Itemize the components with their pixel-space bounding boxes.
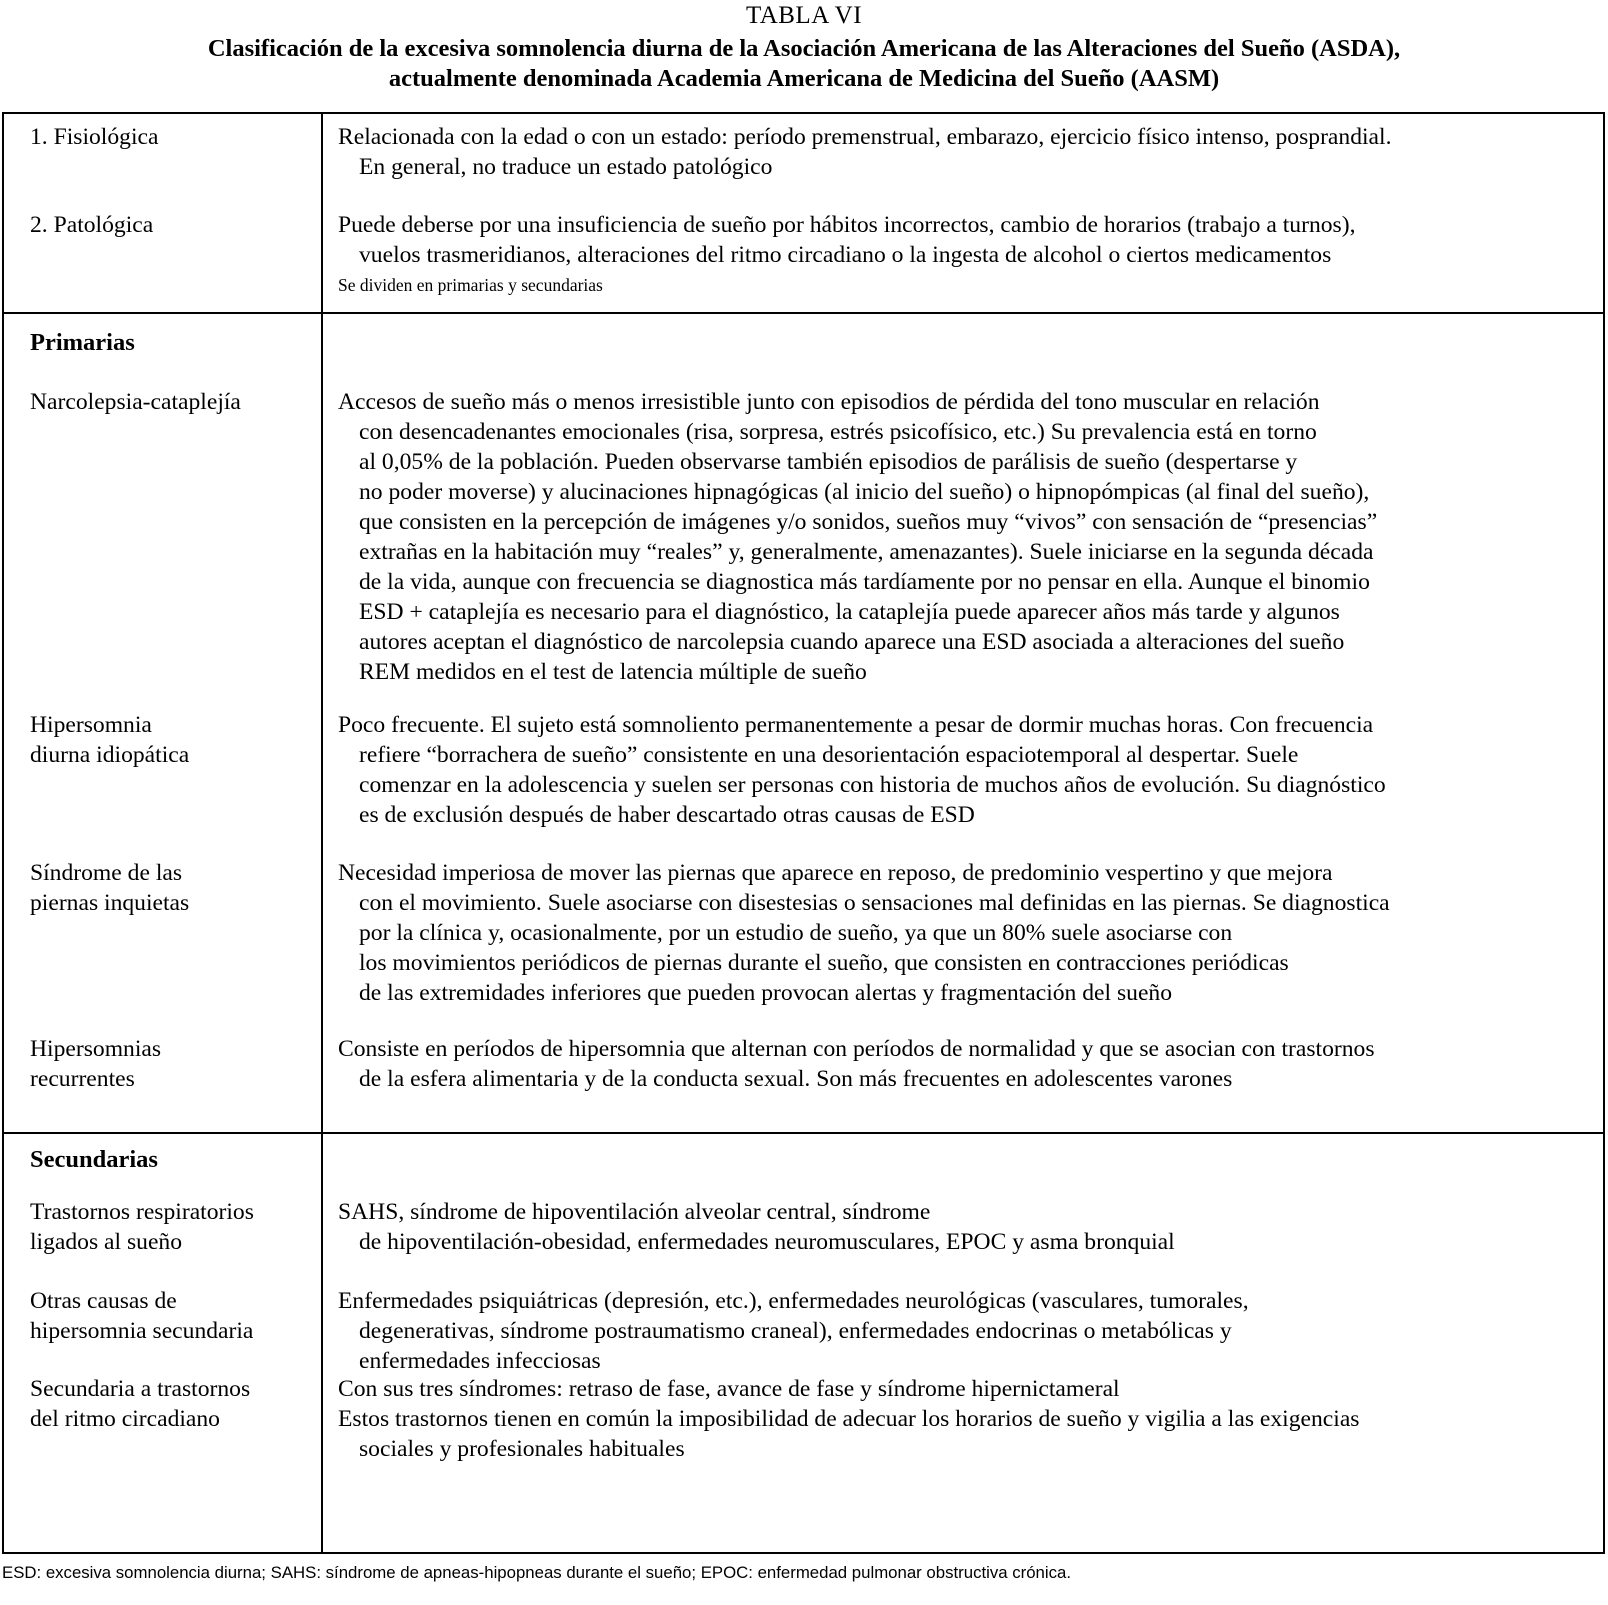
text-line: degenerativas, síndrome postraumatismo craneal), enfermedades endocrinas o metabólicas y [359,1318,1232,1344]
row-text-otras-causas [338,1286,1600,1376]
label-line: diurna idiopática [30,742,190,768]
label-line: del ritmo circadiano [30,1406,220,1432]
section-divider-primarias [4,312,1603,314]
text-line: vuelos trasmeridianos, alteraciones del ritmo circadiano o la ingesta de alcohol o ciertos medicamentos [359,242,1332,268]
subdivision-note: Se dividen en primarias y secundarias [338,275,603,295]
row-text-ritmo-circadiano [338,1374,1600,1464]
label-line: Hipersomnia [30,712,152,738]
row-label-ritmo-circadiano [30,1374,315,1434]
text-line: extrañas en la habitación muy “reales” y, generalmente, amenazantes). Suele iniciarse en la segunda década [359,539,1374,565]
text-line: En general, no traduce un estado patológico [359,154,773,180]
text-line: Enfermedades psiquiátricas (depresión, etc.), enfermedades neurológicas (vasculares, tumorales, [338,1288,1249,1314]
text-line: refiere “borrachera de sueño” consistente en una desorientación espaciotemporal al despertar. Suele [359,742,1299,768]
row-text-hipersomnia-idiopatica [338,710,1600,830]
row-text-patologica [338,210,1600,300]
classification-table [2,112,1605,1554]
row-label-fisiologica: 1. Fisiológica [30,124,159,150]
row-label-otras-causas [30,1286,315,1346]
label-line: recurrentes [30,1066,135,1092]
row-text-piernas-inquietas [338,858,1600,1008]
row-label-hipersomnias-recurrentes [30,1034,315,1094]
text-line: Relacionada con la edad o con un estado: período premenstrual, embarazo, ejercicio físico intenso, posprandial. [338,124,1392,150]
text-line: Puede deberse por una insuficiencia de sueño por hábitos incorrectos, cambio de horarios (trabajo a turnos), [338,212,1356,238]
section-heading-secundarias: Secundarias [30,1146,158,1173]
label-line: ligados al sueño [30,1229,183,1255]
title-line-1: Clasificación de la excesiva somnolencia diurna de la Asociación Americana de las Alteraciones del Sueño (ASDA), [207,35,1401,62]
section-heading-primarias: Primarias [30,329,135,356]
text-line: es de exclusión después de haber descartado otras causas de ESD [359,802,975,828]
text-line: Consiste en períodos de hipersomnia que alternan con períodos de normalidad y que se asocian con trastornos [338,1036,1375,1062]
text-line: Estos trastornos tienen en común la imposibilidad de adecuar los horarios de sueño y vigilia a las exigencias [338,1406,1360,1432]
text-line: de las extremidades inferiores que pueden provocan alertas y fragmentación del sueño [359,980,1173,1006]
row-text-narcolepsia [338,387,1600,687]
text-line: los movimientos periódicos de piernas durante el sueño, que consisten en contracciones periódicas [359,950,1289,976]
label-line: hipersomnia secundaria [30,1318,254,1344]
text-line: Accesos de sueño más o menos irresistible junto con episodios de pérdida del tono muscular en relación [338,389,1320,415]
table-label: TABLA VI [745,2,863,29]
row-label-respiratorios [30,1197,315,1257]
text-line: de hipoventilación-obesidad, enfermedades neuromusculares, EPOC y asma bronquial [359,1229,1175,1255]
text-line: autores aceptan el diagnóstico de narcolepsia cuando aparece una ESD asociada a alteraciones del sueño [359,629,1345,655]
row-text-respiratorios [338,1197,1600,1257]
text-line: enfermedades infecciosas [359,1348,601,1374]
text-line: REM medidos en el test de latencia múltiple de sueño [359,659,867,685]
label-line: Secundaria a trastornos [30,1376,251,1402]
text-line: Necesidad imperiosa de mover las piernas que aparece en reposo, de predominio vespertino y que mejora [338,860,1333,886]
text-line: con el movimiento. Suele asociarse con disestesias o sensaciones mal definidas en las piernas. Se diagnostica [359,890,1390,916]
table-footnote: ESD: excesiva somnolencia diurna; SAHS: síndrome de apneas-hipopneas durante el sueño; EPOC: enfermedad pulmonar obstructiva crónica. [2,1563,1071,1582]
label-line: Otras causas de [30,1288,177,1314]
label-line: Síndrome de las [30,860,183,886]
text-line: sociales y profesionales habituales [359,1436,685,1462]
text-line: que consisten en la percepción de imágenes y/o sonidos, sueños muy “vivos” con sensación de “presencias” [359,509,1378,535]
label-line: Trastornos respiratorios [30,1199,254,1225]
row-text-hipersomnias-recurrentes [338,1034,1600,1094]
text-line: comenzar en la adolescencia y suelen ser personas con historia de muchos años de evolución. Su diagnóstico [359,772,1386,798]
text-line: con desencadenantes emocionales (risa, sorpresa, estrés psicofísico, etc.) Su prevalencia está en torno [359,419,1317,445]
row-text-fisiologica [338,122,1600,182]
column-divider [321,114,323,1552]
text-line: Con sus tres síndromes: retraso de fase, avance de fase y síndrome hipernictameral [338,1376,1120,1402]
label-line: Hipersomnias [30,1036,162,1062]
title-line-2: actualmente denominada Academia Americana de Medicina del Sueño (AASM) [388,65,1220,92]
text-line: no poder moverse) y alucinaciones hipnagógicas (al inicio del sueño) o hipnopómpicas (al final del sueño), [359,479,1370,505]
table-title [0,34,1608,94]
text-line: de la vida, aunque con frecuencia se diagnostica más tardíamente por no pensar en ella. Aunque el binomio [359,569,1370,595]
row-label-hipersomnia-idiopatica [30,710,315,770]
text-line: de la esfera alimentaria y de la conducta sexual. Son más frecuentes en adolescentes varones [359,1066,1233,1092]
text-line: al 0,05% de la población. Pueden observarse también episodios de parálisis de sueño (despertarse y [359,449,1298,475]
row-label-narcolepsia: Narcolepsia-cataplejía [30,389,241,415]
text-line: ESD + cataplejía es necesario para el diagnóstico, la cataplejía puede aparecer años más tarde y algunos [359,599,1340,625]
row-label-piernas-inquietas [30,858,315,918]
row-label-patologica: 2. Patológica [30,212,154,238]
text-line: Poco frecuente. El sujeto está somnoliento permanentemente a pesar de dormir muchas horas. Con frecuencia [338,712,1374,738]
label-line: piernas inquietas [30,890,190,916]
section-divider-secundarias [4,1132,1603,1134]
text-line: SAHS, síndrome de hipoventilación alveolar central, síndrome [338,1199,931,1225]
text-line: por la clínica y, ocasionalmente, por un estudio de sueño, ya que un 80% suele asociarse con [359,920,1233,946]
